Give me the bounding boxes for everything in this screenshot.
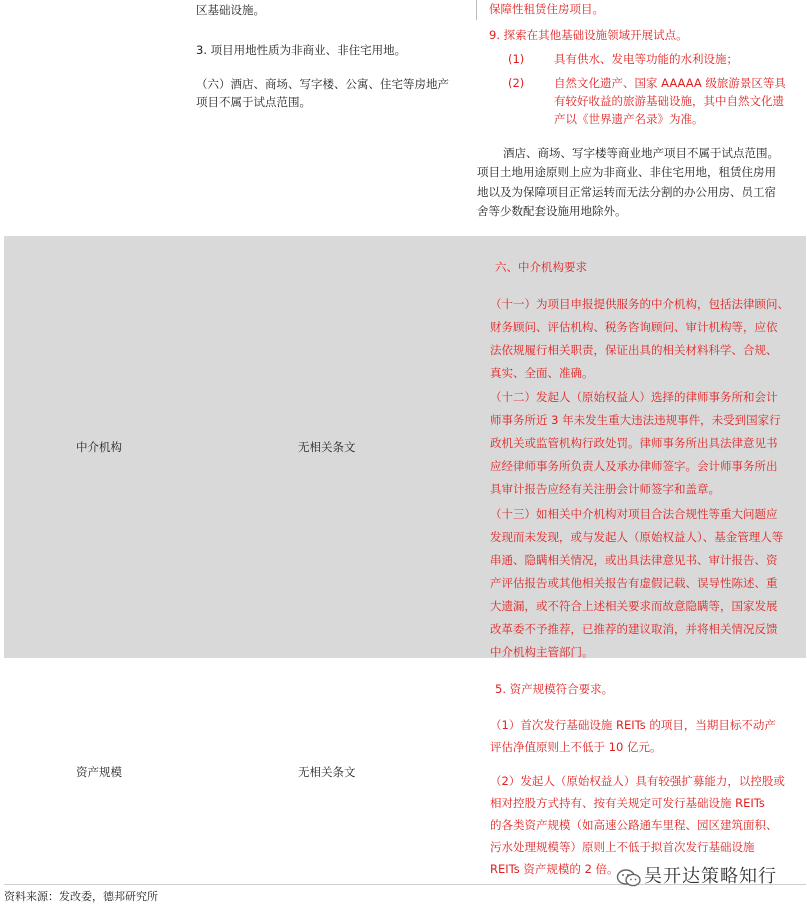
para-line3: 地以及为保障项目正常运转而无法分割的办公用房、员工宿 xyxy=(477,185,776,199)
scale-p2-line-4: 污水处理规模等）原则上不低于拟首次发行基础设施 xyxy=(490,840,755,854)
paragraph-11 xyxy=(490,293,789,385)
para-line1: 酒店、商场、写字楼等商业地产项目不属于试点范围。 xyxy=(503,146,779,160)
top-left-point3: 3. 项目用地性质为非商业、非住宅用地。 xyxy=(196,43,407,57)
watermark-text: 吴开达策略知行 xyxy=(644,866,777,887)
top-left-line1: 区基础设施。 xyxy=(196,3,265,17)
scale-paragraph-1 xyxy=(490,714,776,758)
sub1-text: 具有供水、发电等功能的水利设施； xyxy=(554,52,738,66)
p12-line-1: （十二）发起人（原始权益人）选择的律师事务所和会计 xyxy=(490,390,778,404)
intermediary-heading: 六、中介机构要求 xyxy=(495,260,587,274)
p13-line-5: 大遗漏，或不符合上述相关要求而故意隐瞒等，国家发展 xyxy=(490,599,778,613)
para-line2: 项目土地用途原则上应为非商业、非住宅用地，租赁住房用 xyxy=(477,165,776,179)
scale-category: 资产规模 xyxy=(76,765,122,779)
p13-line-7: 中介机构主管部门。 xyxy=(490,645,594,659)
p13-line-1: （十三）如相关中介机构对项目合法合规性等重大问题应 xyxy=(490,507,778,521)
scale-p1-line-1: （1）首次发行基础设施 REITs 的项目，当期目标不动产 xyxy=(490,718,776,732)
sub2-line3: 产以《世界遗产名录》为准。 xyxy=(554,112,704,126)
p11-line-4: 真实、全面、准确。 xyxy=(490,366,594,380)
p13-line-6: 改革委不予推荐，已推荐的建议取消，并将相关情况反馈 xyxy=(490,622,778,636)
wechat-icon xyxy=(616,868,642,888)
intermediary-category: 中介机构 xyxy=(76,440,122,454)
scale-p1-line-2: 评估净值原则上不低于 10 亿元。 xyxy=(490,740,662,754)
sub1-num: (1) xyxy=(508,52,525,66)
sub2-line2: 有较好收益的旅游基础设施，其中自然文化遗 xyxy=(554,94,784,108)
top-left-note-line1: （六）酒店、商场、写字楼、公寓、住宅等房地产 xyxy=(196,77,449,91)
top-right-line0: 保障性租赁住房项目。 xyxy=(489,2,604,16)
scale-p2-line-3: 的各类资产规模（如高速公路通车里程、园区建筑面积、 xyxy=(490,818,778,832)
p12-line-4: 应经律师事务所负责人及承办律师签字。会计师事务所出 xyxy=(490,459,778,473)
scale-old-rule: 无相关条文 xyxy=(298,765,356,779)
scale-p2-line-1: （2）发起人（原始权益人）具有较强扩募能力，以控股或 xyxy=(490,774,785,788)
column-divider xyxy=(476,0,477,20)
source-note: 资料来源：发改委，德邦研究所 xyxy=(4,890,158,903)
paragraph-13 xyxy=(490,503,783,664)
p13-line-2: 发现而未发现，或与发起人（原始权益人）、基金管理人等 xyxy=(490,530,784,544)
p12-line-5: 具审计报告应经有关注册会计师签字和盖章。 xyxy=(490,482,720,496)
paragraph-12 xyxy=(490,386,781,501)
para-line4: 舍等少数配套设施用地除外。 xyxy=(477,204,627,218)
top-right-point9: 9. 探索在其他基础设施领域开展试点。 xyxy=(489,28,688,42)
p11-line-2: 财务顾问、评估机构、税务咨询顾问、审计机构等，应依 xyxy=(490,320,778,334)
scale-p2-line-2: 相对控股方式持有、按有关规定可发行基础设施 REITs xyxy=(490,796,765,810)
p13-line-4: 产评估报告或其他相关报告有虚假记载、误导性陈述、重 xyxy=(490,576,778,590)
intermediary-old-rule: 无相关条文 xyxy=(298,440,356,454)
p12-line-2: 师事务所近 3 年未发生重大违法违规事件，未受到国家行 xyxy=(490,413,781,427)
p11-line-1: （十一）为项目申报提供服务的中介机构，包括法律顾问、 xyxy=(490,297,789,311)
sub2-num: (2) xyxy=(508,76,525,90)
sub2-line1: 自然文化遗产、国家 AAAAA 级旅游景区等具 xyxy=(554,76,786,90)
p11-line-3: 法依规履行相关职责，保证出具的相关材料科学、合规、 xyxy=(490,343,778,357)
scale-p2-line-5: REITs 资产规模的 2 倍。 xyxy=(490,862,619,876)
scale-heading: 5. 资产规模符合要求。 xyxy=(495,682,614,696)
p12-line-3: 政机关或监管机构行政处罚。律师事务所出具法律意见书 xyxy=(490,436,778,450)
top-left-note-line2: 项目不属于试点范围。 xyxy=(196,95,311,109)
p13-line-3: 串通、隐瞒相关情况，或出具法律意见书、审计报告、资 xyxy=(490,553,778,567)
